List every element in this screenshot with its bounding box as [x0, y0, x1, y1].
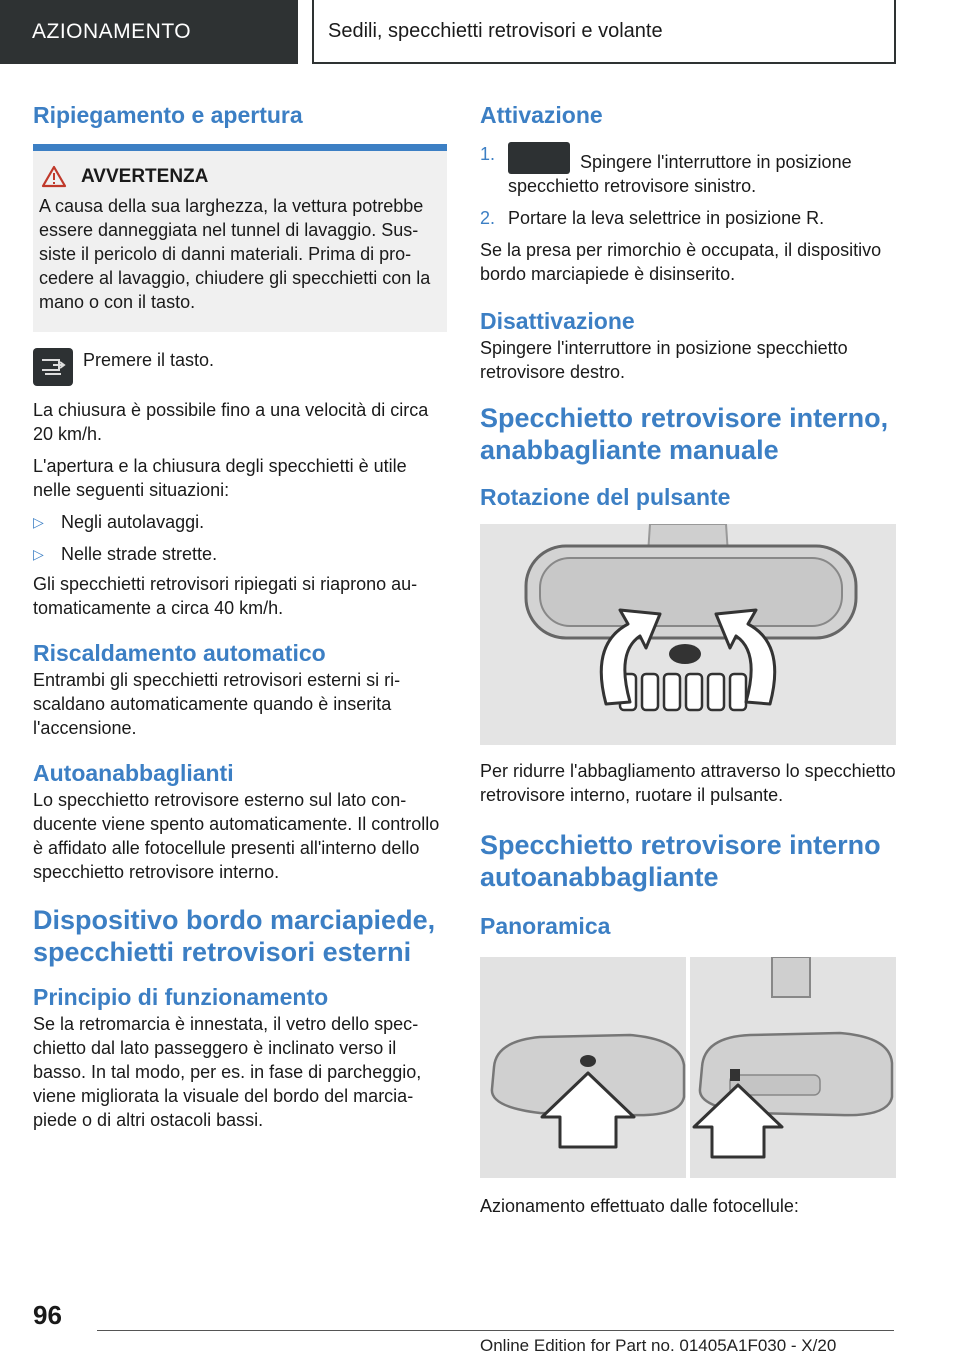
warning-triangle-icon	[41, 165, 67, 188]
bullet-text: Negli autolavaggi.	[61, 512, 205, 532]
footer-rule	[97, 1330, 894, 1331]
bullet-triangle-icon: ▷	[33, 546, 44, 562]
list-item	[33, 542, 447, 566]
heading-rotation: Rotazione del pulsante	[480, 484, 731, 510]
step-number: 2.	[480, 208, 496, 228]
paragraph-heating: Entrambi gli specchietti retrovisori esterni si riscaldano automaticamente quando è inserita l'accensione.	[33, 670, 401, 738]
press-key-text: Premere il tasto.	[83, 350, 215, 370]
heading-inner-auto: Specchietto retrovisore interno autoanabbagliante	[480, 830, 881, 892]
heading-inner-manual: Specchietto retrovisore interno, anabbagliante manuale	[480, 403, 889, 465]
heading-activation: Attivazione	[480, 102, 603, 128]
step-text	[508, 142, 896, 198]
step-2-text: Portare la leva selettrice in posizione R.	[508, 208, 825, 228]
warning-text: A causa della sua larghezza, la vettura potrebbe essere danneggiata nel tunnel di lavaggio. Sussiste il pericolo di danni materiali. Prima di procedere al lavaggio, chiudere gli specchietti con la mano o con il tasto.	[39, 196, 431, 312]
paragraph-reopen: Gli specchietti retrovisori ripiegati si riaprono automaticamente a circa 40 km/h.	[33, 574, 418, 618]
mirror-switch-icon	[508, 142, 570, 174]
header-section	[0, 0, 298, 64]
heading-deactivation: Disattivazione	[480, 308, 635, 334]
heading-autodip: Autoanabbaglianti	[33, 760, 234, 786]
list-item	[33, 510, 447, 534]
paragraph-rotation: Per ridurre l'abbagliamento attraverso lo specchietto retrovisore interno, ruotare il pulsante.	[480, 761, 896, 805]
bullet-triangle-icon: ▷	[33, 514, 44, 530]
paragraph-autodip: Lo specchietto retrovisore esterno sul lato conducente viene spento automaticamente. Il controllo è affidato alle fotocellule presenti all'interno dello specchietto retrovisore interno.	[33, 790, 440, 882]
paragraph-trailer: Se la presa per rimorchio è occupata, il dispositivo bordo marciapiede è disinserito.	[480, 240, 882, 284]
step-number: 1.	[480, 144, 496, 164]
left-column	[33, 100, 447, 1132]
heading-overview: Panoramica	[480, 913, 611, 939]
warning-header	[33, 165, 447, 188]
paragraph-situations: L'apertura e la chiusura degli specchietti è utile nelle seguenti situazioni:	[33, 456, 407, 500]
bullet-text: Nelle strade strette.	[61, 544, 218, 564]
step-2	[480, 206, 896, 230]
paragraph-overview: Azionamento effettuato dalle fotocellule:	[480, 1196, 799, 1216]
section-title: AZIONAMENTO	[32, 20, 192, 43]
chapter-title: Sedili, specchietti retrovisori e volante	[328, 19, 663, 42]
heading-heating: Riscaldamento automatico	[33, 640, 326, 666]
warning-box	[33, 151, 447, 332]
heading-rule	[33, 144, 447, 151]
footer-edition: Online Edition for Part no. 01405A1F030 - X/20	[480, 1336, 837, 1355]
photocell-illustration	[480, 957, 896, 1178]
photocell-figure	[480, 957, 896, 1178]
mirror-rotation-illustration	[480, 524, 896, 745]
mirror-rotation-figure	[480, 524, 896, 745]
paragraph-principle: Se la retromarcia è innestata, il vetro dello specchietto dal lato passeggero è inclinato verso il basso. In tal modo, per es. in fase di parcheggio, viene migliorata la visuale del bordo del marciapiede o di altri ostacoli bassi.	[33, 1014, 422, 1130]
page-number: 96	[33, 1300, 62, 1330]
heading-principle: Principio di funzionamento	[33, 984, 329, 1010]
fold-mirror-button-icon	[33, 348, 73, 386]
fold-key-row	[33, 348, 447, 386]
right-column	[480, 100, 896, 1218]
heading-fold: Ripiegamento e apertura	[33, 102, 303, 128]
header-chapter	[312, 0, 896, 64]
paragraph-speed: La chiusura è possibile fino a una velocità di circa 20 km/h.	[33, 400, 429, 444]
step-1	[480, 142, 896, 198]
warning-title: AVVERTENZA	[81, 165, 209, 187]
step-1-text: Spingere l'interruttore in posizione specchietto retrovisore sinistro.	[508, 152, 852, 196]
heading-curb: Dispositivo bordo marciapiede, specchietti retrovisori esterni	[33, 905, 436, 967]
paragraph-deactivation: Spingere l'interruttore in posizione specchietto retrovisore destro.	[480, 338, 848, 382]
